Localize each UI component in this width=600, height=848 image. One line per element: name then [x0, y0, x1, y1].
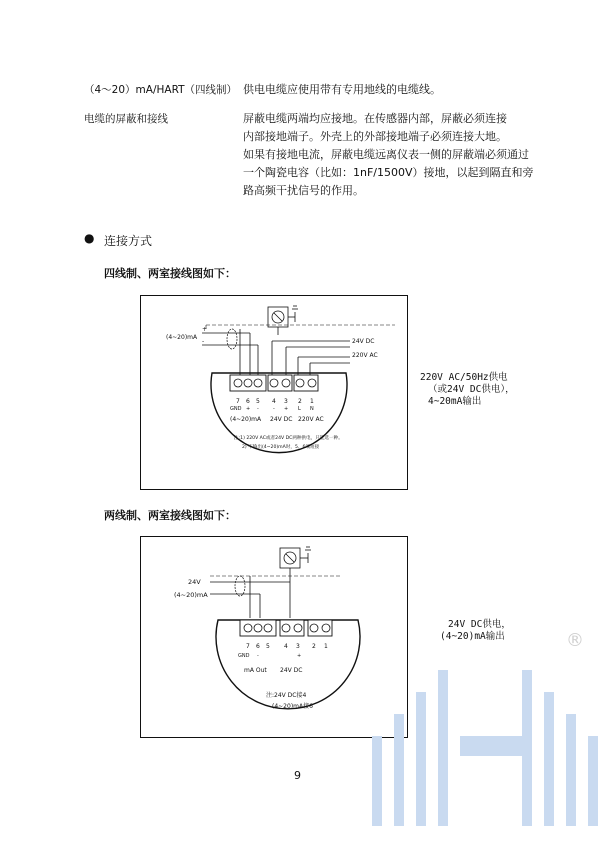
- terminal-mark: N: [310, 406, 314, 412]
- ac-label: 220V AC: [352, 352, 378, 359]
- row-label-shield: 电缆的屏蔽和接线: [84, 113, 168, 125]
- group-label: mA Out: [244, 667, 267, 674]
- section-title: 连接方式: [104, 234, 153, 248]
- terminal-block: [308, 620, 332, 636]
- terminal-number: 7: [246, 643, 250, 650]
- note-line: (4~20)mA接6: [272, 703, 313, 710]
- registered-mark: ®: [566, 630, 584, 651]
- terminal-mark: -: [257, 406, 259, 412]
- bullet-icon: ●: [84, 231, 95, 245]
- side-line: 220V AC/50Hz供电: [420, 372, 508, 383]
- logo-bars: [372, 670, 598, 826]
- watermark-logo: [372, 640, 600, 848]
- two-wire-heading: 两线制、两室接线图如下：: [104, 509, 236, 522]
- terminal-mark: -: [257, 653, 259, 659]
- group-label: (4~20)mA: [230, 416, 262, 423]
- terminal-number: 1: [310, 398, 314, 405]
- terminal-number: 7: [236, 398, 240, 405]
- terminal-number: 4: [272, 398, 276, 405]
- terminal-block: [230, 375, 266, 391]
- terminal-number: 1: [324, 643, 328, 650]
- terminal-mark: +: [284, 406, 289, 412]
- group-label: 24V DC: [280, 667, 303, 674]
- voltage-label: 24V: [188, 578, 201, 586]
- diagram-frame: [141, 296, 408, 490]
- minus-label: -: [202, 338, 205, 345]
- shield-line: 屏蔽电缆两端均应接地。在传感器内部，屏蔽必须连接: [243, 112, 507, 125]
- shield-line: 一个陶瓷电容（比如：1nF/1500V）接地，以起到隔直和旁: [243, 166, 534, 179]
- terminal-number: 6: [256, 643, 260, 650]
- terminal-number: 5: [256, 398, 260, 405]
- side-line: （或24V DC供电），: [428, 384, 515, 395]
- terminal-number: 3: [296, 643, 300, 650]
- plus-label: +: [202, 326, 208, 333]
- terminal-number: 2: [298, 398, 302, 405]
- terminal-block: [268, 375, 292, 391]
- terminal-mark: GND: [238, 653, 250, 659]
- note-line: 注:1) 220V AC或者24V DC两种供电，只能选一种。: [234, 436, 343, 441]
- terminal-block: [294, 375, 318, 391]
- group-label: 24V DC: [270, 416, 293, 423]
- shield-line: 路高频干扰信号的作用。: [243, 184, 364, 197]
- terminal-number: 5: [266, 643, 270, 650]
- side-line: (4~20)mA输出: [440, 631, 505, 642]
- side-line: 4~20mA输出: [428, 396, 482, 407]
- group-label: 220V AC: [298, 416, 324, 423]
- signal-label: (4~20)mA: [174, 591, 208, 599]
- signal-label: (4~20)mA: [166, 334, 198, 341]
- page-number: 9: [294, 769, 301, 782]
- shield-line: 内部接地端子。外壳上的外部接地端子必须连接大地。: [243, 130, 507, 143]
- terminal-number: 3: [284, 398, 288, 405]
- two-wire-diagram: [140, 536, 408, 738]
- note-line: 2) 不输出(4~20)mA时，5、6端短接: [242, 445, 320, 450]
- dc-label: 24V DC: [352, 338, 375, 345]
- row-text-power: 供电电缆应使用带有专用地线的电缆线。: [243, 83, 441, 96]
- terminal-mark: -: [273, 406, 275, 412]
- terminal-block: [280, 620, 304, 636]
- terminal-block: [240, 620, 276, 636]
- side-line: 24V DC供电，: [448, 619, 511, 630]
- four-wire-diagram: [140, 295, 408, 490]
- terminal-mark: GND: [230, 406, 242, 412]
- row-text-shield: [243, 110, 534, 200]
- terminal-mark: L: [298, 406, 301, 412]
- terminal-mark: +: [246, 406, 251, 412]
- terminal-number: 2: [312, 643, 316, 650]
- terminal-mark: +: [297, 653, 302, 659]
- shield-line: 如果有接地电流，屏蔽电缆远离仪表一侧的屏蔽端必须通过: [243, 148, 529, 161]
- row-label-power: （4～20）mA/HART（四线制）: [84, 84, 238, 96]
- note-line: 注:24V DC接4: [266, 692, 307, 699]
- four-wire-side-text: [420, 372, 515, 408]
- terminal-number: 6: [246, 398, 250, 405]
- four-wire-heading: 四线制、两室接线图如下：: [104, 267, 236, 280]
- terminal-number: 4: [284, 643, 288, 650]
